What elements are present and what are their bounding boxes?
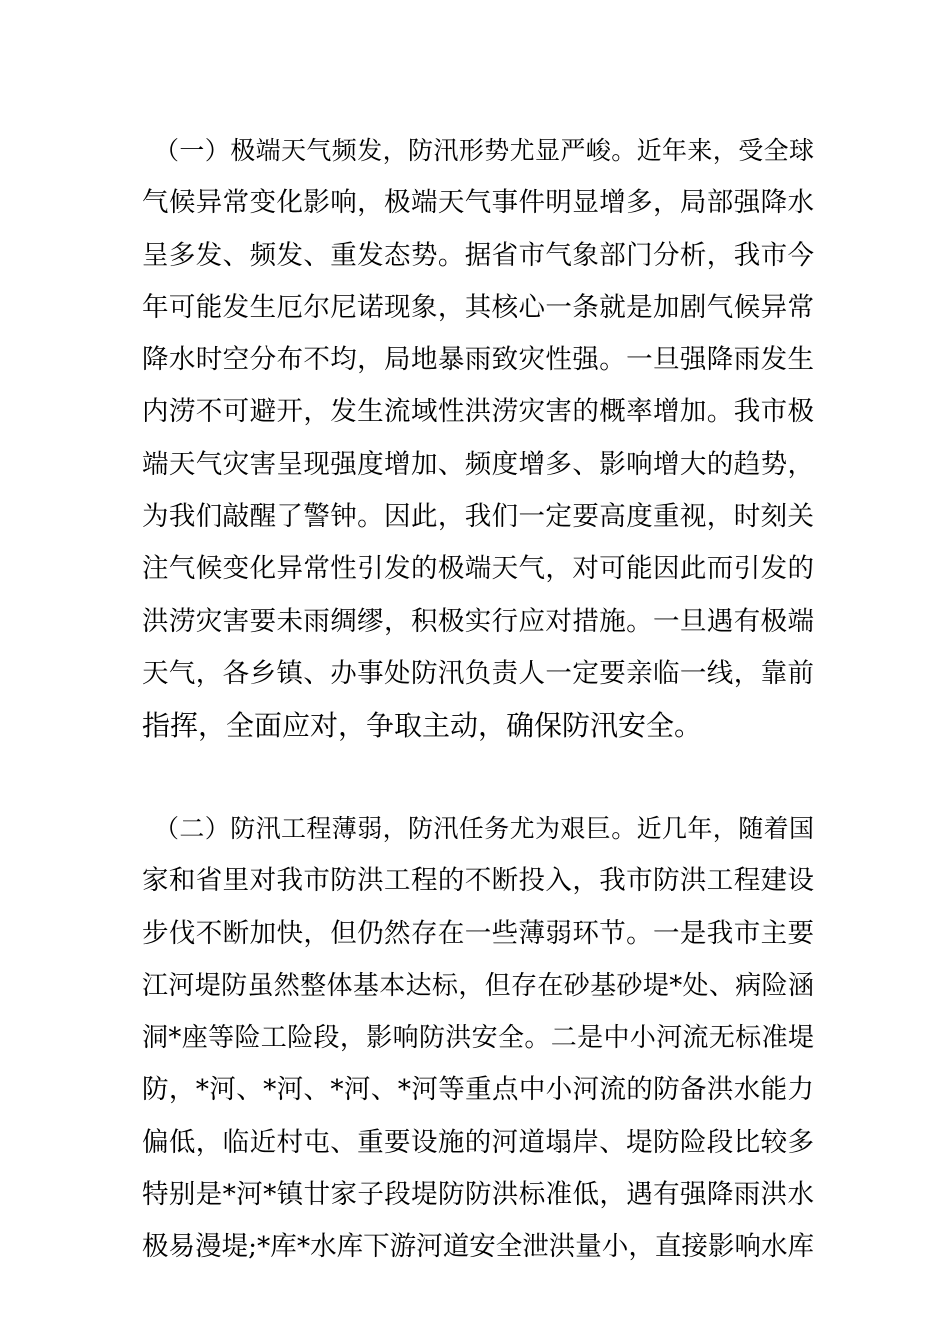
text-line: （一）极端天气频发，防汛形势尤显严峻。近年来，受全球 bbox=[154, 136, 814, 165]
text-line: 内涝不可避开，发生流域性洪涝灾害的概率增加。我市极 bbox=[142, 396, 814, 428]
text-line: 呈多发、频发、重发态势。据省市气象部门分析，我市今 bbox=[142, 239, 814, 271]
text-line: 降水时空分布不均，局地暴雨致灾性强。一旦强降雨发生 bbox=[142, 344, 814, 376]
paragraph-extreme-weather bbox=[142, 125, 814, 753]
text-line: 端天气灾害呈现强度增加、频度增多、影响增大的趋势， bbox=[142, 448, 814, 480]
text-line: 气候异常变化影响，极端天气事件明显增多，局部强降水 bbox=[142, 187, 814, 219]
text-line: 特别是*河*镇廿家子段堤防防洪标准低，遇有强降雨洪水 bbox=[142, 1179, 814, 1211]
text-line: 极易漫堤;*库*水库下游河道安全泄洪量小，直接影响水库 bbox=[142, 1231, 814, 1263]
text-line: 偏低，临近村屯、重要设施的河道塌岸、堤防险段比较多 bbox=[142, 1126, 814, 1158]
text-line: 天气，各乡镇、办事处防汛负责人一定要亲临一线，靠前 bbox=[142, 657, 814, 689]
text-line: 洪涝灾害要未雨绸缪，积极实行应对措施。一旦遇有极端 bbox=[142, 605, 814, 637]
text-line: 注气候变化异常性引发的极端天气，对可能因此而引发的 bbox=[142, 553, 814, 585]
text-line: 为我们敲醒了警钟。因此，我们一定要高度重视，时刻关 bbox=[142, 501, 814, 533]
text-line: 洞*座等险工险段，影响防洪安全。二是中小河流无标准堤 bbox=[142, 1023, 814, 1054]
paragraph-flood-engineering bbox=[142, 803, 814, 1274]
text-line: 年可能发生厄尔尼诺现象，其核心一条就是加剧气候异常 bbox=[142, 291, 814, 323]
text-line: （二）防汛工程薄弱，防汛任务尤为艰巨。近几年，随着国 bbox=[154, 814, 814, 843]
text-line: 江河堤防虽然整体基本达标，但存在砂基砂堤*处、病险涵 bbox=[142, 970, 814, 1001]
text-line: 防，*河、*河、*河、*河等重点中小河流的防备洪水能力 bbox=[142, 1074, 814, 1106]
text-line: 家和省里对我市防洪工程的不断投入，我市防洪工程建设 bbox=[142, 865, 814, 897]
text-line: 步伐不断加快，但仍然存在一些薄弱环节。一是我市主要 bbox=[142, 917, 814, 949]
text-line: 指挥，全面应对，争取主动，确保防汛安全。 bbox=[142, 709, 703, 743]
